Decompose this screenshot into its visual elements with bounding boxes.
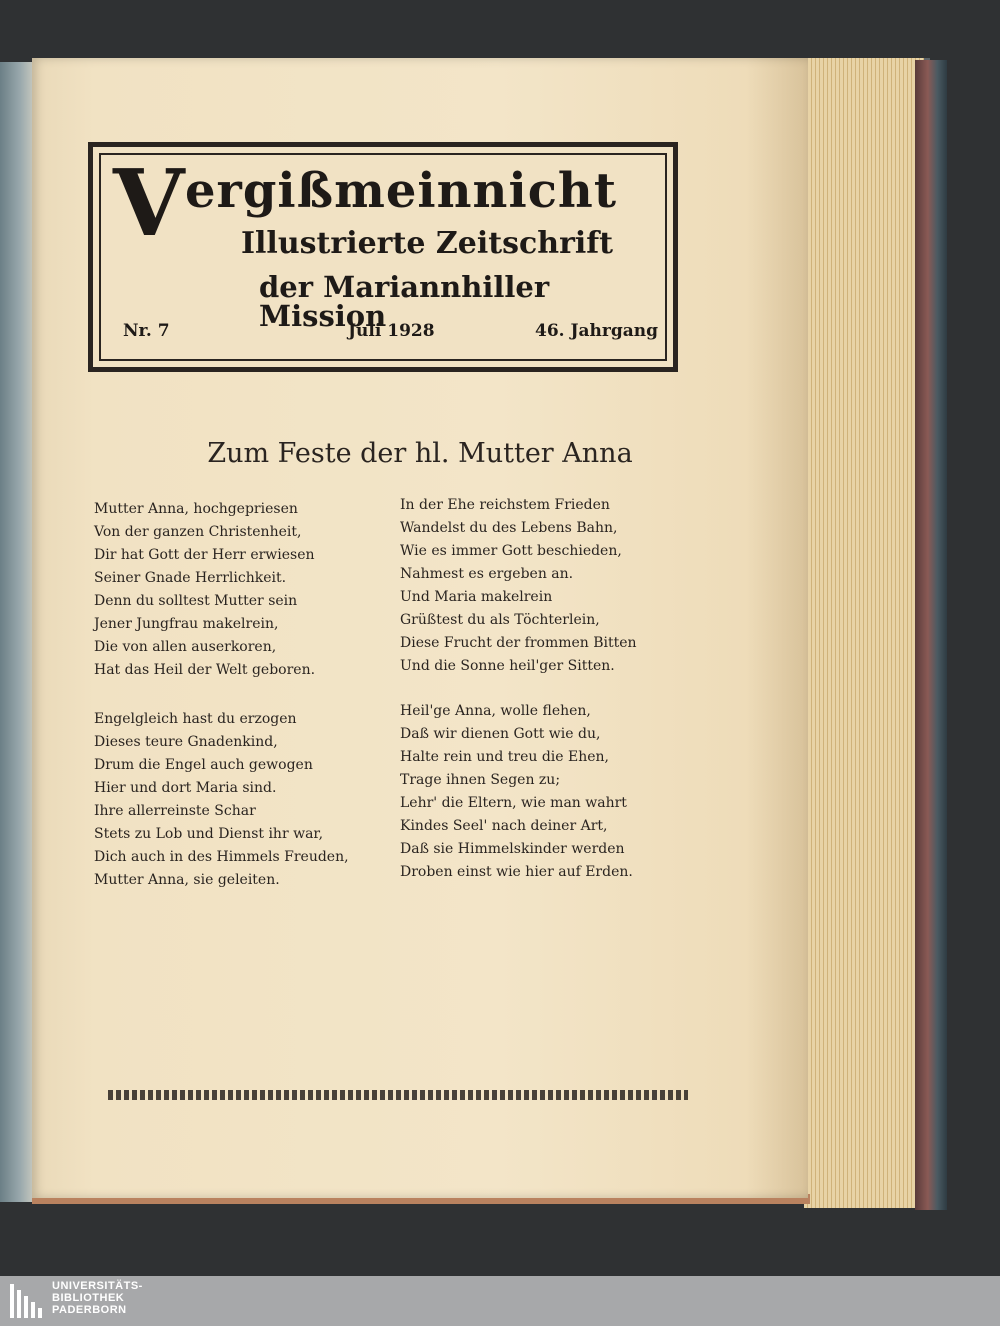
- poem-right-stanza-1: [400, 494, 637, 678]
- poem-line: Seiner Gnade Herrlichkeit.: [94, 570, 287, 586]
- magazine-page: [32, 58, 808, 1198]
- left-page-edge: [0, 62, 34, 1202]
- masthead-subtitle-line2: der Mariannhiller Mission: [259, 270, 550, 333]
- poem-line: In der Ehe reichstem Frieden: [400, 497, 610, 513]
- poem-line: Hier und dort Maria sind.: [94, 780, 277, 796]
- poem-left-stanza-2: [94, 708, 349, 892]
- poem-line: Und die Sonne heil'ger Sitten.: [400, 658, 615, 674]
- poem-line: Wandelst du des Lebens Bahn,: [400, 520, 618, 536]
- poem-line: Trage ihnen Segen zu;: [400, 772, 561, 788]
- poem-line: Diese Frucht der frommen Bitten: [400, 635, 637, 651]
- poem-line: Denn du solltest Mutter sein: [94, 593, 298, 609]
- poem-line: Kindes Seel' nach deiner Art,: [400, 818, 608, 834]
- masthead: [88, 142, 678, 372]
- poem-line: Dich auch in des Himmels Freuden,: [94, 849, 349, 865]
- poem-left-stanza-1: [94, 498, 315, 682]
- poem-line: Grüßtest du als Töchterlein,: [400, 612, 600, 628]
- poem-line: Ihre allerreinste Schar: [94, 803, 256, 819]
- library-logo-text: [52, 1280, 143, 1316]
- poem-line: Dir hat Gott der Herr erwiesen: [94, 547, 315, 563]
- poem-line: Die von allen auserkoren,: [94, 639, 277, 655]
- poem-line: Engelgleich hast du erzogen: [94, 711, 297, 727]
- logo-line: UNIVERSITÄTS-: [52, 1280, 143, 1292]
- poem-line: Hat das Heil der Welt geboren.: [94, 662, 316, 678]
- poem-line: Jener Jungfrau makelrein,: [94, 616, 279, 632]
- poem-line: Stets zu Lob und Dienst ihr war,: [94, 826, 324, 842]
- poem-line: Daß sie Himmelskinder werden: [400, 841, 625, 857]
- masthead-title: ergißmeinnicht: [185, 163, 617, 219]
- poem-line: Droben einst wie hier auf Erden.: [400, 864, 633, 880]
- ornamental-divider: [108, 1090, 688, 1100]
- poem-line: Und Maria makelrein: [400, 589, 553, 605]
- poem-right-stanza-2: [400, 700, 633, 884]
- poem-line: Mutter Anna, sie geleiten.: [94, 872, 280, 888]
- library-logo-icon: [10, 1284, 44, 1318]
- page-block: [804, 58, 924, 1208]
- logo-line: BIBLIOTHEK: [52, 1292, 125, 1304]
- library-footer: [0, 1276, 1000, 1326]
- poem-line: Drum die Engel auch gewogen: [94, 757, 313, 773]
- poem-line: Lehr' die Eltern, wie man wahrt: [400, 795, 627, 811]
- poem-line: Mutter Anna, hochgepriesen: [94, 501, 298, 517]
- poem-title: Zum Feste der hl. Mutter Anna: [207, 438, 633, 469]
- poem-line: Dieses teure Gnadenkind,: [94, 734, 278, 750]
- poem-line: Wie es immer Gott beschieden,: [400, 543, 622, 559]
- poem-line: Heil'ge Anna, wolle flehen,: [400, 703, 591, 719]
- masthead-initial: V: [113, 149, 185, 257]
- poem-line: Daß wir dienen Gott wie du,: [400, 726, 601, 742]
- issue-date: Juli 1928: [348, 321, 435, 341]
- masthead-subtitle-line1: Illustrierte Zeitschrift: [241, 226, 614, 261]
- logo-line: PADERBORN: [52, 1304, 127, 1316]
- book-cover-edge: [915, 60, 947, 1210]
- volume-label: 46. Jahrgang: [535, 321, 659, 341]
- issue-number: Nr. 7: [123, 321, 170, 341]
- poem-line: Halte rein und treu die Ehen,: [400, 749, 609, 765]
- poem-line: Von der ganzen Christenheit,: [94, 524, 302, 540]
- poem-line: Nahmest es ergeben an.: [400, 566, 574, 582]
